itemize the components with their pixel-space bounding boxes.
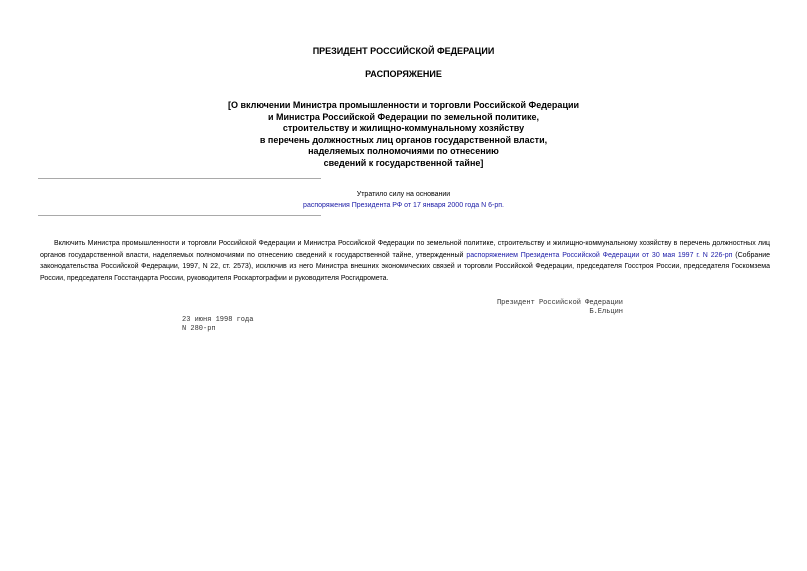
title-line: и Министра Российской Федерации по земельной политике, [267,111,540,122]
referenced-order-link[interactable]: распоряжением Президента Российской Федерации от 30 мая 1997 г. N 226-рп [466,251,733,259]
president-heading: ПРЕЗИДЕНТ РОССИЙСКОЙ ФЕДЕРАЦИИ [312,46,495,56]
body-text-part1: Включить Министра промышленности и торговли Российской Федерации и Министра Российской Федерации по земельной политике, строительству и жилищно-коммунальному хозяйству в перечень должностных лиц органов государственной власти, наделяемых полномочиями по отнесению сведений к государственной тайне, утвержденный [40,240,770,259]
title-line: наделяемых полномочиями по отнесению [308,146,499,156]
title-line: сведений к государственной тайне] [323,157,484,168]
body-text-part2: (Собрание законодательства Российской Федерации, 1997, N 22, ст. 2573), исключив из него Министра внешних экономических связей и торговли Российской Федерации, председателя Госстроя России, председателя Госкомзема России, председателя Госстандарта России, руководителя Роскартографии и руководителя Росгидромета. [40,251,770,282]
document-date: 23 июня 1998 года [182,316,254,324]
title-line: [О включении Министра промышленности и торговли Российской Федерации [227,100,580,110]
signature-title: Президент Российской Федерации [496,299,623,307]
title-line: в перечень должностных лиц органов государственной власти, [259,134,548,145]
status-note-link[interactable]: распоряжения Президента РФ от 17 января 2000 года N 6-рп. [303,202,504,209]
body-paragraph [40,238,770,284]
top-divider [38,178,321,179]
document-title [0,100,807,169]
bottom-divider [38,215,321,216]
title-line: строительству и жилищно-коммунальному хозяйству [282,123,525,133]
document-number: N 280-рп [182,325,216,333]
status-note-text: Утратило силу на основании [356,191,451,198]
document-type-heading: РАСПОРЯЖЕНИЕ [365,69,442,79]
signature-name: Б.Ельцин [589,308,623,316]
